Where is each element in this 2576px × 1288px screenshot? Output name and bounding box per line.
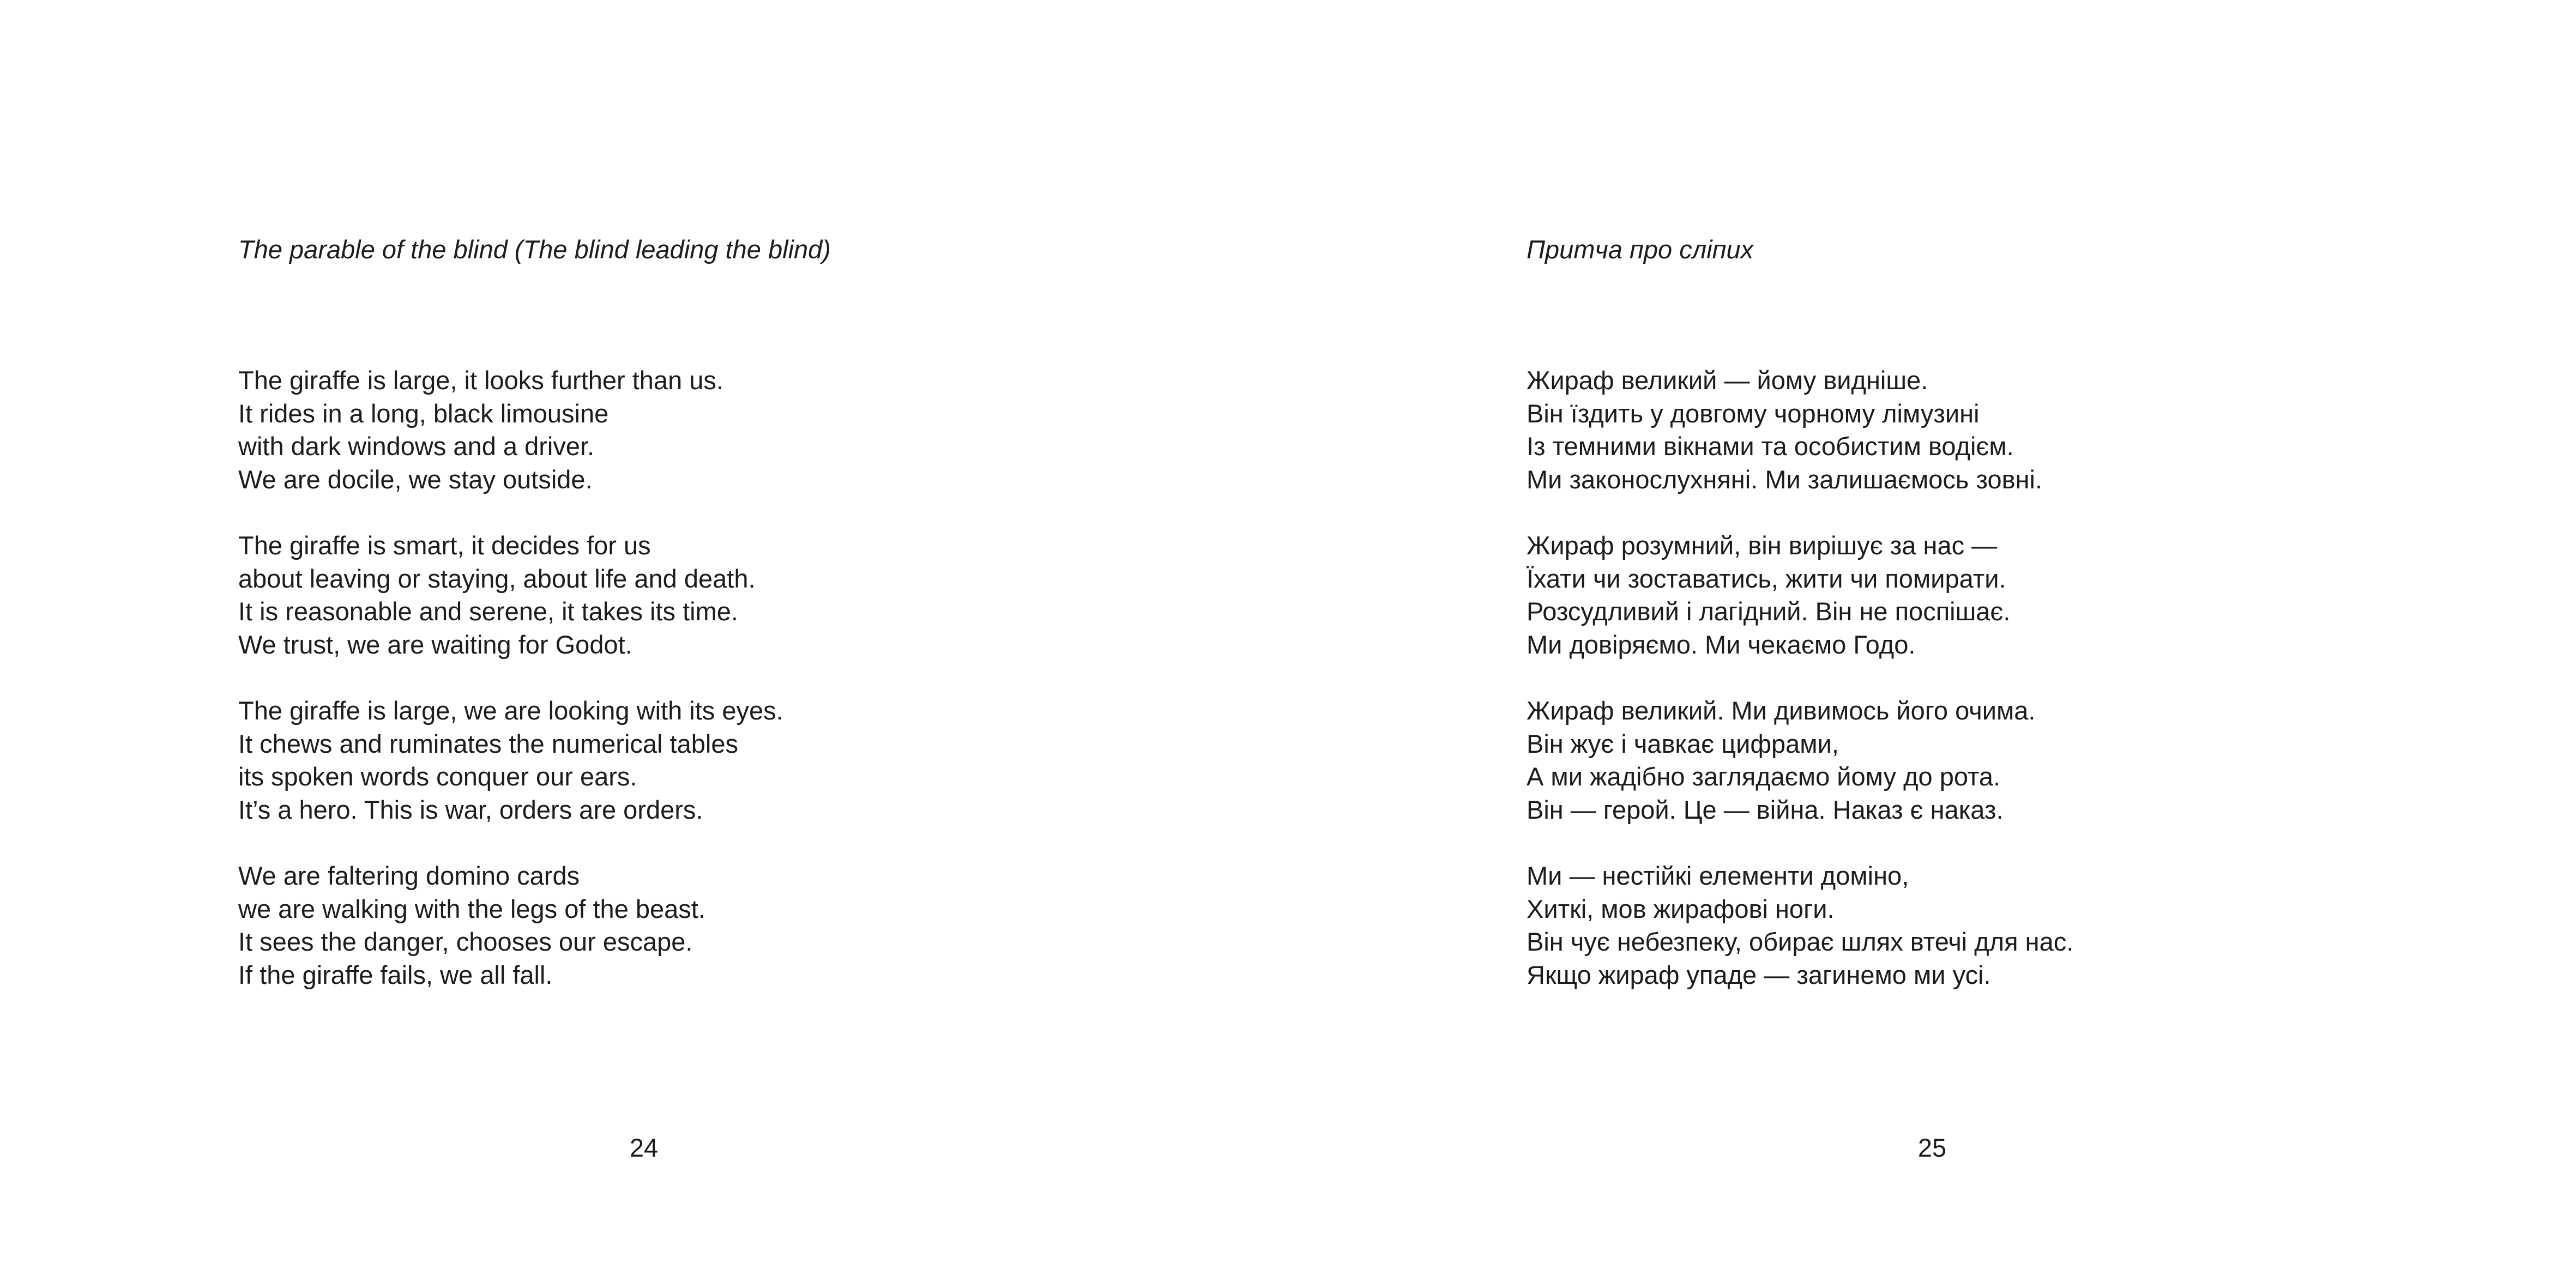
poem-line: We trust, we are waiting for Godot.: [238, 630, 632, 659]
poem-line: It sees the danger, chooses our escape.: [238, 927, 693, 957]
poem-line: its spoken words conquer our ears.: [238, 762, 637, 791]
poem-line: Із темними вікнами та особистим водієм.: [1527, 432, 2014, 461]
stanza: [1527, 529, 2073, 661]
stanza: [238, 694, 783, 826]
poem-line: Він їздить у довгому чорному лімузині: [1527, 398, 1980, 428]
poem-line: The giraffe is large, it looks further than us.: [238, 366, 723, 395]
stanza: [238, 860, 783, 991]
poem-line: Хиткі, мов жирафові ноги.: [1527, 894, 1835, 923]
poem-line: Якщо жираф упаде — загинемо ми усі.: [1527, 960, 1991, 989]
poem-line: The giraffe is smart, it decides for us: [238, 530, 651, 560]
stanza: [238, 529, 783, 661]
poem-line: Ми законослухняні. Ми залишаємось зовні.: [1527, 464, 2043, 494]
poem-line: If the giraffe fails, we all fall.: [238, 960, 553, 989]
page-number: 24: [629, 1133, 659, 1162]
poem-line: We are docile, we stay outside.: [238, 464, 593, 494]
poem-line: It’s a hero. This is war, orders are orders.: [238, 795, 703, 824]
poem-line: We are faltering domino cards: [238, 861, 580, 890]
poem-line: А ми жадібно заглядаємо йому до рота.: [1527, 762, 2001, 791]
poem-line: The giraffe is large, we are looking with its eyes.: [238, 696, 783, 725]
poem-line: Їхати чи зоставатись, жити чи помирати.: [1527, 564, 2006, 593]
poem-line: about leaving or staying, about life and death.: [238, 564, 756, 593]
poem-line: It rides in a long, black limousine: [238, 398, 609, 428]
poem-line: we are walking with the legs of the beast.: [238, 894, 705, 923]
poem-line: Жираф великий — йому видніше.: [1527, 366, 1928, 395]
stanza: [1527, 694, 2073, 826]
poem-line: Жираф великий. Ми дивимось його очима.: [1527, 696, 2036, 725]
poem-line: Він чує небезпеку, обирає шлях втечі для нас.: [1527, 927, 2074, 957]
stanza: [1527, 364, 2073, 496]
poem-line: with dark windows and a driver.: [238, 432, 595, 461]
poem-line: Ми довіряємо. Ми чекаємо Годо.: [1527, 630, 1916, 659]
poem-line: It chews and ruminates the numerical tables: [238, 729, 738, 758]
stanza: [1527, 860, 2073, 991]
poem-line: Жираф розумний, він вирішує за нас —: [1527, 530, 1998, 560]
page-number: 25: [1917, 1133, 1947, 1162]
poem-line: Ми — нестійкі елементи доміно,: [1527, 861, 1909, 890]
poem-line: Він жує і чавкає цифрами,: [1527, 729, 1839, 758]
poem-line: It is reasonable and serene, it takes its time.: [238, 597, 738, 626]
poem-title-ukrainian: Притча про сліпих: [1527, 235, 1754, 264]
poem-body-ukrainian: [1527, 364, 2073, 991]
poem-line: Він — герой. Це — війна. Наказ є наказ.: [1527, 795, 2004, 824]
poem-body-english: [238, 364, 783, 991]
right-page: [1288, 0, 2575, 1288]
stanza: [238, 364, 783, 496]
poem-title-english: The parable of the blind (The blind leading the blind): [238, 235, 831, 264]
poem-line: Розсудливий і лагідний. Він не поспішає.: [1527, 597, 2011, 626]
